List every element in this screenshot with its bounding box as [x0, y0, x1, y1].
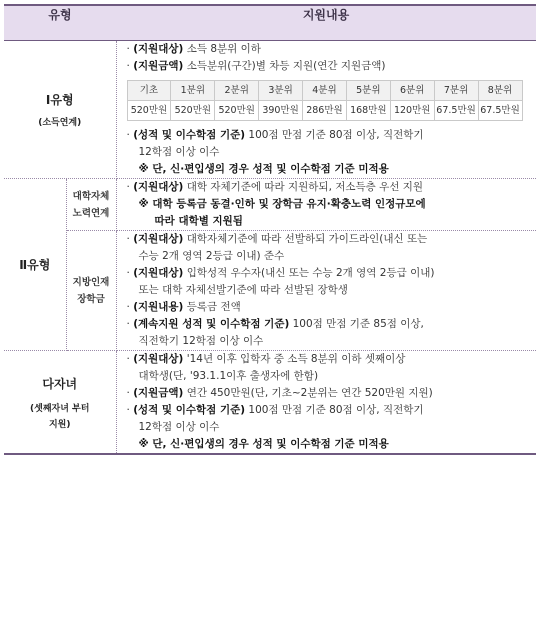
scholarship-table [4, 4, 536, 455]
type1-line3: · (성적 및 이수학점 기준) 100점 만점 기준 80점 이상, 직전학기 [126, 129, 424, 141]
amount-table-values [127, 101, 522, 121]
type1-category [4, 41, 116, 179]
type3-sub1: (셋째자녀 부터 [30, 403, 90, 414]
type2-category [4, 179, 66, 351]
header-content: 지원내용 [116, 5, 536, 41]
amount-value-cell: 390만원 [259, 101, 303, 121]
amount-value-cell: 168만원 [346, 101, 390, 121]
type2-sub2-line1-cont: 수능 2개 영역 2등급 이내) 준수 [138, 250, 285, 262]
type2-sub2-line4-cont: 직전학기 12학점 이상 이수 [138, 335, 264, 347]
type3-line1: · (지원대상) '14년 이후 입학자 중 소득 8분위 이하 셋째이상 [126, 353, 406, 365]
amount-head-cell: 기초 [127, 81, 171, 101]
type2-sub1-line1: 대학자체 [72, 190, 110, 202]
amount-value-cell: 520만원 [171, 101, 215, 121]
amount-value-cell: 286만원 [303, 101, 347, 121]
type1-line2: · (지원금액) 소득분위(구간)별 차등 지원(연간 지원금액) [126, 60, 386, 72]
type1-line1: · (지원대상) 소득 8분위 이하 [126, 43, 261, 55]
type2-sub2-line1-text: · (지원대상) 대학자체기준에 따라 선발하되 가이드라인(내신 또는 [126, 233, 428, 245]
type3-name: 다자녀 [42, 376, 78, 391]
type3-sub2: 지원) [48, 419, 71, 430]
type2-sub1-content [116, 179, 536, 231]
amount-value-cell: 120만원 [390, 101, 434, 121]
amount-head-cell: 1분위 [171, 81, 215, 101]
amount-head-cell: 5분위 [346, 81, 390, 101]
type2-sub1-note2: 따라 대학별 지원됨 [154, 215, 243, 227]
amount-head-cell: 2분위 [215, 81, 259, 101]
type2-sub2-content [116, 231, 536, 351]
type3-category [4, 351, 116, 455]
type2-sub2-line2: 장학금 [77, 293, 105, 305]
amount-table-header [127, 81, 522, 101]
type2-sub2-line3-text: · (지원내용) 등록금 전액 [126, 301, 241, 313]
row-type2-sub2 [4, 231, 536, 351]
type3-note: ※ 단, 신·편입생의 경우 성적 및 이수학점 기준 미적용 [138, 438, 389, 450]
table-header-row [4, 5, 536, 41]
type2-name: Ⅱ유형 [19, 258, 51, 272]
type3-line3: · (성적 및 이수학점 기준) 100점 만점 기준 80점 이상, 직전학기 [126, 404, 424, 416]
type3-line1-cont: 대학생(단, '93.1.1이후 출생자에 한함) [138, 370, 319, 382]
type2-sub1-line1-text: · (지원대상) 대학 자체기준에 따라 지원하되, 저소득층 우선 지원 [126, 181, 424, 193]
type3-line2: · (지원금액) 연간 450만원(단, 기초~2분위는 연간 520만원 지원) [126, 387, 433, 399]
amount-head-cell: 3분위 [259, 81, 303, 101]
amount-value-cell: 520만원 [127, 101, 171, 121]
type2-sub1 [66, 179, 116, 231]
type2-sub1-line2: 노력연계 [72, 207, 110, 219]
type2-sub2-line2-cont: 또는 대학 자체선발기준에 따라 선발된 장학생 [138, 284, 348, 296]
type2-sub2 [66, 231, 116, 351]
amount-value-cell: 67.5만원 [478, 101, 522, 121]
type1-line3-cont: 12학점 이상 이수 [138, 146, 220, 158]
amount-head-cell: 4분위 [303, 81, 347, 101]
type1-content [116, 41, 536, 179]
type2-sub2-line4-text: · (계속지원 성적 및 이수학점 기준) 100점 만점 기준 85점 이상, [126, 318, 424, 330]
type2-sub2-line1: 지방인재 [72, 276, 110, 288]
row-type3 [4, 351, 536, 455]
amount-head-cell: 6분위 [390, 81, 434, 101]
amount-value-cell: 520만원 [215, 101, 259, 121]
amount-table [127, 80, 523, 121]
type1-note: ※ 단, 신·편입생의 경우 성적 및 이수학점 기준 미적용 [138, 163, 389, 175]
type1-sub: (소득연계) [38, 118, 82, 128]
amount-head-cell: 7분위 [434, 81, 478, 101]
row-type1 [4, 41, 536, 179]
row-type2-sub1 [4, 179, 536, 231]
header-type: 유형 [4, 5, 116, 41]
type2-sub1-note1: ※ 대학 등록금 동결·인하 및 장학금 유지·확충노력 인정규모에 [138, 198, 426, 210]
type2-sub2-line2-text: · (지원대상) 입학성적 우수자(내신 또는 수능 2개 영역 2등급 이내) [126, 267, 435, 279]
amount-value-cell: 67.5만원 [434, 101, 478, 121]
amount-head-cell: 8분위 [478, 81, 522, 101]
type3-content [116, 351, 536, 455]
type3-line3-cont: 12학점 이상 이수 [138, 421, 220, 433]
type1-name: Ⅰ유형 [45, 93, 74, 107]
